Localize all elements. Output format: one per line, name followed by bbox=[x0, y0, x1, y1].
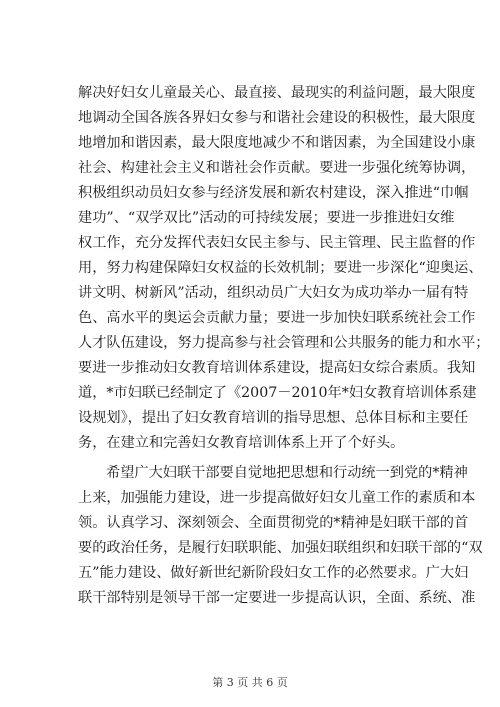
page-footer: 第 3 页 共 6 页 bbox=[212, 676, 288, 689]
text-line: 积极组织动员妇女参与经济发展和新农村建设，深入推进“巾帼 bbox=[78, 185, 469, 201]
paragraph bbox=[78, 461, 483, 611]
text-line: 地调动全国各族各界妇女参与和谐社会建设的积极性，最大限度 bbox=[78, 110, 476, 126]
text-line: 希望广大妇联干部要自觉地把思想和行动统一到党的*精神 bbox=[106, 465, 468, 481]
text-line: 领。认真学习、深刻领会、全面贯彻党的*精神是妇联干部的首 bbox=[78, 515, 469, 531]
document-body bbox=[78, 81, 490, 611]
paragraph bbox=[78, 81, 490, 456]
text-line: 要进一步推动妇女教育培训体系建设，提高妇女综合素质。我知 bbox=[78, 360, 476, 376]
text-line: 道，*市妇联已经制定了《2007－2010年*妇女教育培训体系建 bbox=[78, 385, 477, 401]
text-line: 解决好妇女儿童最关心、最直接、最现实的利益问题，最大限度 bbox=[78, 85, 476, 101]
text-line: 五”能力建设、做好新世纪新阶段妇女工作的必然要求。广大妇 bbox=[78, 565, 469, 581]
text-line: 社会、构建社会主义和谐社会作贡献。要进一步强化统筹协调， bbox=[78, 160, 476, 176]
text-line: 人才队伍建设，努力提高参与社会管理和公共服务的能力和水平； bbox=[78, 335, 490, 351]
text-line: 权工作，充分发挥代表妇女民主参与、民主管理、民主监督的作 bbox=[78, 235, 476, 251]
text-line: 联干部特别是领导干部一定要进一步提高认识，全面、系统、准 bbox=[78, 590, 476, 606]
text-line: 地增加和谐因素，最大限度地减少不和谐因素，为全国建设小康 bbox=[78, 135, 476, 151]
text-line: 上来，加强能力建设，进一步提高做好妇女儿童工作的素质和本 bbox=[78, 490, 476, 506]
text-line: 务，在建立和完善妇女教育培训体系上开了个好头。 bbox=[78, 435, 405, 451]
text-line: 设规划》，提出了妇女教育培训的指导思想、总体目标和主要任 bbox=[78, 410, 469, 426]
text-line: 建功”、“双学双比”活动的可持续发展；要进一步推进妇女维 bbox=[78, 210, 455, 226]
text-line: 讲文明、树新风”活动，组织动员广大妇女为成功举办一届有特 bbox=[78, 285, 469, 301]
text-line: 色、高水平的奥运会贡献力量；要进一步加快妇联系统社会工作 bbox=[78, 310, 476, 326]
text-line: 要的政治任务，是履行妇联职能、加强妇联组织和妇联干部的“双 bbox=[78, 540, 483, 556]
text-line: 用，努力构建保障妇女权益的长效机制；要进一步深化“迎奥运、 bbox=[78, 260, 483, 276]
